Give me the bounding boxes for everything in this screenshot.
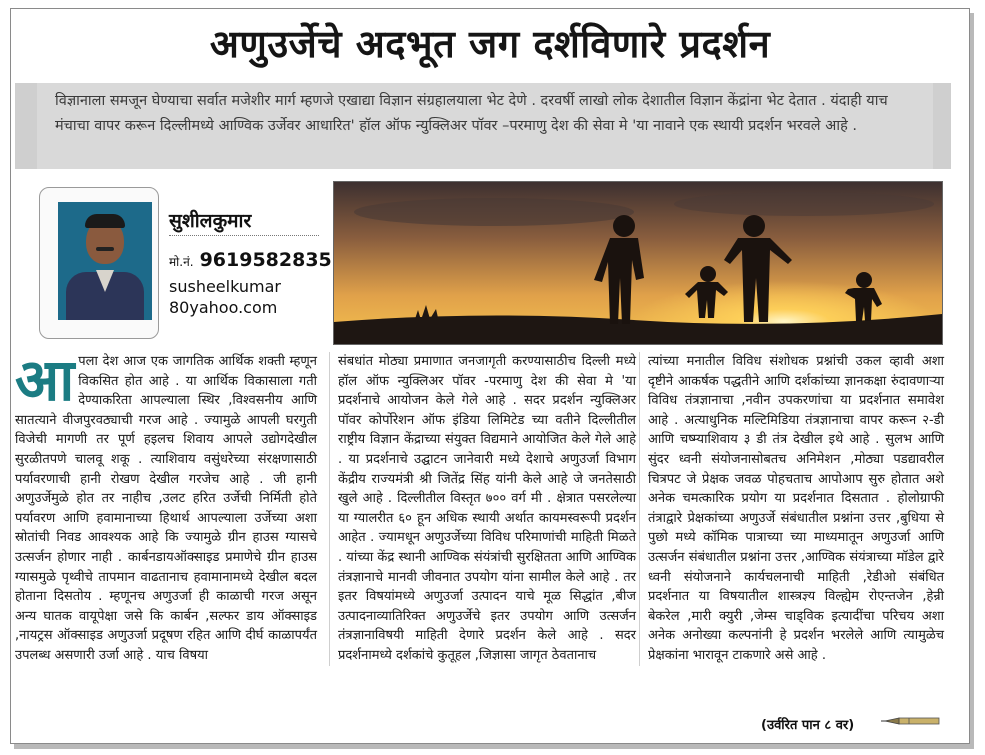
author-email-line1: susheelkumar <box>169 277 281 296</box>
article-column-1 <box>15 346 317 666</box>
headline: अणुउर्जेचे अदभूत जग दर्शविणारे प्रदर्शन <box>209 22 771 66</box>
author-photo <box>58 202 152 320</box>
phone-number: 9619582835 <box>199 249 332 271</box>
dropcap-letter: आ <box>15 346 75 414</box>
photo-mustache <box>96 247 114 251</box>
column-1-text: पला देश आज एक जागतिक आर्थिक शक्ती म्हणून विकसित होत आहे . या आर्थिक विकासाला गती देण्याकरिता आपल्याला स्थिर ,विश्वसनीय आणि सातत्याने वीजपुरवठ्याची गरज आहे . ज्यामुळे आपली घरगुती विजेची मागणी तर पूर्ण हइलच शिवाय आपले उद्योगदेखील सुरळीतपणे चालवू शकू . त्याशिवाय वसुंधरेच्या संरक्षणासाठी पर्यावरणाची हानी रोखण देखील गरजेच आहे . जी हानी अणुउर्जेमुळे होत तर नाहीच ,उलट हरित उर्जेची निर्मिती होते पर्यावरण आणि हवामानाच्या हिथार्थ आपल्याला उर्जेच्या अशा स्रोतांची निवड आवश्यक आहे कि ज्यामुळे ग्रीन हाउस ग्यासचे उत्सर्जन होणार नाही . कार्बनडायऑक्साइड प्रमाणेचे ग्रीन हाउस ग्यासमुळे पृथ्वीचे तापमान वाढतानाच हवामानामध्ये देखील बदल होताना दिसतोय . म्हणूनच अणुउर्जा ही काळाची गरज असून अन्य घातक वायूपेक्षा जसे कि कार्बन ,सल्फर डाय ऑक्साइड ,नायट्रस ऑक्साइड अणुउर्जा प्रदूषण रहित आणि दीर्घ काळापर्यंत उपलब्ध असणारी उर्जा आहे . याच विषया <box>15 354 317 663</box>
author-card <box>39 187 332 339</box>
author-photo-frame <box>39 187 159 339</box>
author-divider <box>169 235 319 236</box>
newspaper-clipping <box>10 8 970 744</box>
continuation-note: (उर्वरित पान ८ वर) <box>761 718 855 733</box>
phone-label: मो.नं. <box>169 255 194 269</box>
intro-text: विज्ञानाला समजून घेण्याचा सर्वात मजेशीर मार्ग म्हणजे एखाद्या विज्ञान संग्रहालयाला भेट देणे . दरवर्षी लाखो लोक देशातील विज्ञान केंद्रांना भेट देतात . यंदाही याच मंचाचा वापर करून दिल्लीमध्ये आण्विक उर्जेवर आधारित' हॉल ऑफ न्युक्लिअर पॉवर –परमाणु देश की सेवा मे 'या नावाने एक स्थायी प्रदर्शन भरवले आहे . <box>55 93 888 134</box>
intro-right-bar <box>933 83 951 169</box>
photo-hair <box>85 214 125 228</box>
hero-image-family-sunset <box>333 181 943 345</box>
pen-nib-icon <box>881 713 943 729</box>
author-email-line2: 80yahoo.com <box>169 298 278 317</box>
article-column-3: त्यांच्या मनातील विविध संशोधक प्रश्नांची उकल व्हावी अशा दृष्टीने आकर्षक पद्धतीने आणि दर्शकांच्या ज्ञानकक्षा रुंदावणाऱ्या विविध तंत्रज्ञानाचा ,नवीन उपकरणांचा या प्रदर्शनात समावेश आहे . अत्याधुनिक मल्टिमिडिया तंत्रज्ञानाचा वापर करून २-डी आणि चष्म्याशिवाय ३ डी तंत्र देखील इथे आहे . सुलभ आणि सुंदर ध्वनी संयोजनासोबतच अनिमेशन ,मोठ्या पडद्यावरील चित्रपट जे प्रेक्षक जवळ पोहचताच आपोआप सुरु होतात अशे अनेक चमत्कारिक प्रयोग या प्रदर्शनात दिसतात . होलोग्राफी तंत्राद्वारे प्रेक्षकांच्या अणुउर्जे संबंधातील प्रश्नांना उत्तर ,बुधिया से पुछो मध्ये कॉमिक पात्राच्या च्या माध्यमातून अणुउर्जा आणि उत्सर्जन संबंधातील प्रश्नांना उत्तर ,आण्विक संयंत्राच्या मॉडेल द्वारे ध्वनी संयोजनाने कार्यचलनाची माहिती ,रेडीओ संबंधित प्रदर्शनात या विषयातील शास्त्रज्ञ्य विल्ह्येम रोएन्तजेन ,हेन्री बेकरेल ,मारी क्युरी ,जेम्स चाड्विक इत्यादींचा परिचय अशा अनेक अनोख्या कल्पनांनी हे प्रदर्शन भरलेले आणि त्यामुळेच प्रेक्षकांना भारावून टाकणारे असे आहे . <box>639 352 944 666</box>
author-name: सुशीलकुमार <box>169 210 252 232</box>
intro-left-bar <box>15 83 37 169</box>
intro-box <box>15 83 939 169</box>
article-column-2: संबधांत मोठ्या प्रमाणात जनजागृती करण्यासाठीच दिल्ली मध्ये हॉल ऑफ न्युक्लिअर पॉवर -परमाणु देश की सेवा मे 'या प्रदर्शनाचे आयोजन केले गेले आहे . सदर प्रदर्शन न्युक्लिअर पॉवर कोर्पोरेशन ऑफ इंडिया लिमिटेड च्या वतीने दिल्लीतील राष्ट्रीय विज्ञान केंद्राच्या संयुक्त विद्यमाने आयोजित केले गेले आहे . या प्रदर्शनाचे उद्घाटन जानेवारी मध्ये देशाचे अणुउर्जा विभाग केंद्रीय राज्यमंत्री श्री जितेंद्र सिंह यांनी केले आहे जे जनतेसाठी खुले आहे . दिल्लीतील विस्तृत ७०० वर्ग मी . क्षेत्रात पसरलेल्या या ग्यालरीत ६० हून अधिक स्थायी अर्थात कायमस्वरूपी प्रदर्शन आहेत . ज्यामधून अणुउर्जेच्या विविध परिमाणांची माहिती मिळते . यांच्या केंद्र स्थानी आण्विक संयंत्रांची सुरक्षितता आणि आण्विक तंत्रज्ञानाचे मानवी जीवनात उपयोग यांना सामील केले आहे . तर इतर विषयांमध्ये अणुउर्जा उत्पादन याचे मूळ सिद्धांत ,बीज उत्पादनाव्यातिरिक्त अणुउर्जेचे इतर उपयोग आणि उत्सर्जन तंत्रज्ञानाविषयी माहिती देणारे प्रदर्शन केले आहे . सदर प्रदर्शनामध्ये दर्शकांचे कुतूहल ,जिज्ञासा जागृत ठेवतानाच <box>329 352 636 666</box>
author-phone <box>169 249 332 271</box>
